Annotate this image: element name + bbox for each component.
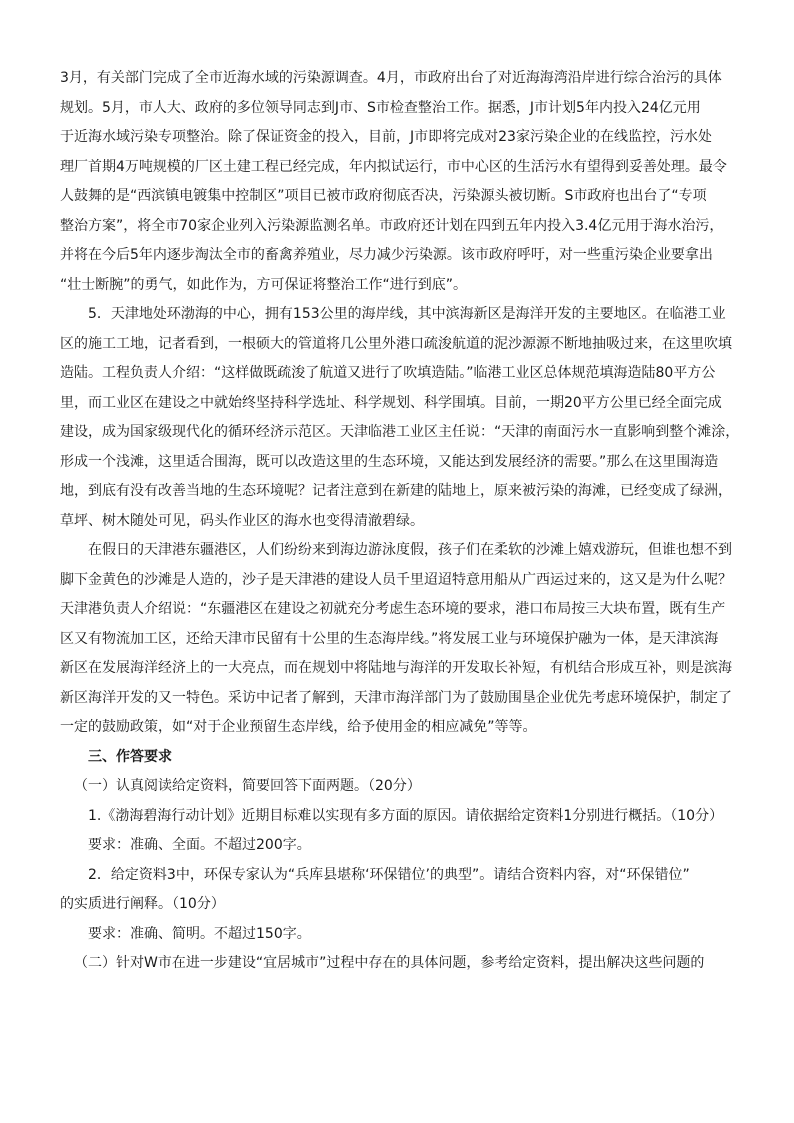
question-1: 1.《渤海碧海行动计划》近期目标难以实现有多方面的原因。请依据给定资料1分别进行概括。（10分）: [88, 807, 724, 824]
paragraph-j-s-cities: [60, 64, 740, 300]
text-line: 理厂首期4万吨规模的厂区土建工程已经完成，年内拟试运行，市中心区的生活污水有望得到妥善处理。最令: [60, 158, 727, 175]
paragraph-tianjin: [60, 300, 740, 536]
text-line: 天津港负责人介绍说：“东疆港区在建设之初就充分考虑生态环境的要求，港口布局按三大块布置，既有生产: [60, 601, 726, 617]
text-line: 新区海洋开发的又一特色。采访中记者了解到，天津市海洋部门为了鼓励围垦企业优先考虑环境保护，制定了: [60, 689, 732, 706]
question-intro: （一）认真阅读给定资料，简要回答下面两题。（20分）: [74, 778, 421, 794]
text-line: 整治方案”，将全市70家企业列入污染源监测名单。市政府还计划在四到五年内投入3.4亿元用于海水治污，: [60, 217, 724, 234]
question-2: 2．给定资料3中，环保专家认为“兵库县堪称‘环保错位’的典型”。请结合资料内容，对“环保错位” 的实质进行阐释。（10分）: [60, 866, 690, 912]
text-line: 一定的鼓励政策，如“对于企业预留生态岸线，给予使用金的相应减免”等等。: [60, 719, 537, 735]
text-line: 3月，有关部门完成了全市近海水域的污染源调查。4月，市政府出台了对近海海湾沿岸进行综合治污的具体: [60, 70, 722, 86]
text-line: 区又有物流加工区，还给天津市民留有十公里的生态海岸线。”将发展工业与环境保护融为一体，是天津滨海: [60, 630, 719, 647]
text-line: 并将在今后5年内逐步淘汰全市的畜禽养殖业，尽力减少污染源。该市政府呼吁，对一些重污染企业要拿出: [60, 247, 713, 263]
question-1-requirement: 要求：准确、全面。不超过200字。: [88, 837, 311, 853]
text-line: 区的施工工地，记者看到，一根硕大的管道将几公里外港口疏浚航道的泥沙源源不断地抽吸过来，在这里吹填: [60, 335, 732, 352]
text-line: 地，到底有没有改善当地的生态环境呢？记者注意到在新建的陆地上，原来被污染的海滩，已经变成了绿洲，: [60, 483, 732, 499]
text-line: 里，而工业区在建设之中就始终坚持科学选址、科学规划、科学围填。目前，一期20平方公里已经全面完成: [60, 394, 722, 411]
text-line: 新区在发展海洋经济上的一大亮点，而在规划中将陆地与海洋的开发取长补短，有机结合形成互补，则是滨海: [60, 660, 732, 676]
document-page: [60, 64, 740, 979]
text-line: 脚下金黄色的沙滩是人造的，沙子是天津港的建设人员千里迢迢特意用船从广西运过来的，这又是为什么呢？: [60, 571, 732, 588]
section-heading: 三、作答要求: [88, 748, 172, 765]
text-line: 造陆。工程负责人介绍：“这样做既疏浚了航道又进行了吹填造陆。”临港工业区总体规范填海造陆80平方公: [60, 365, 716, 381]
paragraph-dongjiang-port: [60, 536, 740, 743]
question-3: （二）针对W市在进一步建设“宜居城市”过程中存在的具体问题，参考给定资料，提出解决这些问题的: [74, 955, 705, 971]
text-line: 规划。5月，市人大、政府的多位领导同志到J市、S市检查整治工作。据悉，J市计划5年内投入24亿元用: [60, 99, 701, 116]
text-line: 5．天津地处环渤海的中心，拥有153公里的海岸线，其中滨海新区是海洋开发的主要地区。在临港工业: [88, 306, 726, 322]
text-line: 建设，成为国家级现代化的循环经济示范区。天津临港工业区主任说：“天津的南面污水一直影响到整个滩涂，: [60, 424, 740, 440]
text-line: “壮士断腕”的勇气，如此作为，方可保证将整治工作“进行到底”。: [60, 276, 468, 293]
text-line: 人鼓舞的是“西滨镇电镀集中控制区”项目已被市政府彻底否决，污染源头被切断。S市政府也出台了“专项: [60, 188, 707, 204]
text-line: 草坪、树木随处可见，码头作业区的海水也变得清澈碧绿。: [60, 512, 424, 529]
question-2-requirement: 要求：准确、简明。不超过150字。: [88, 925, 311, 942]
text-line: 在假日的天津港东疆港区，人们纷纷来到海边游泳度假，孩子们在柔软的沙滩上嬉戏游玩，但谁也想不到: [88, 542, 732, 558]
text-line: 形成一个浅滩，这里适合围海，既可以改造这里的生态环境，又能达到发展经济的需要。”那么在这里围海造: [60, 453, 719, 470]
text-line: 于近海水域污染专项整治。除了保证资金的投入，目前，J市即将完成对23家污染企业的在线监控，污水处: [60, 129, 712, 145]
